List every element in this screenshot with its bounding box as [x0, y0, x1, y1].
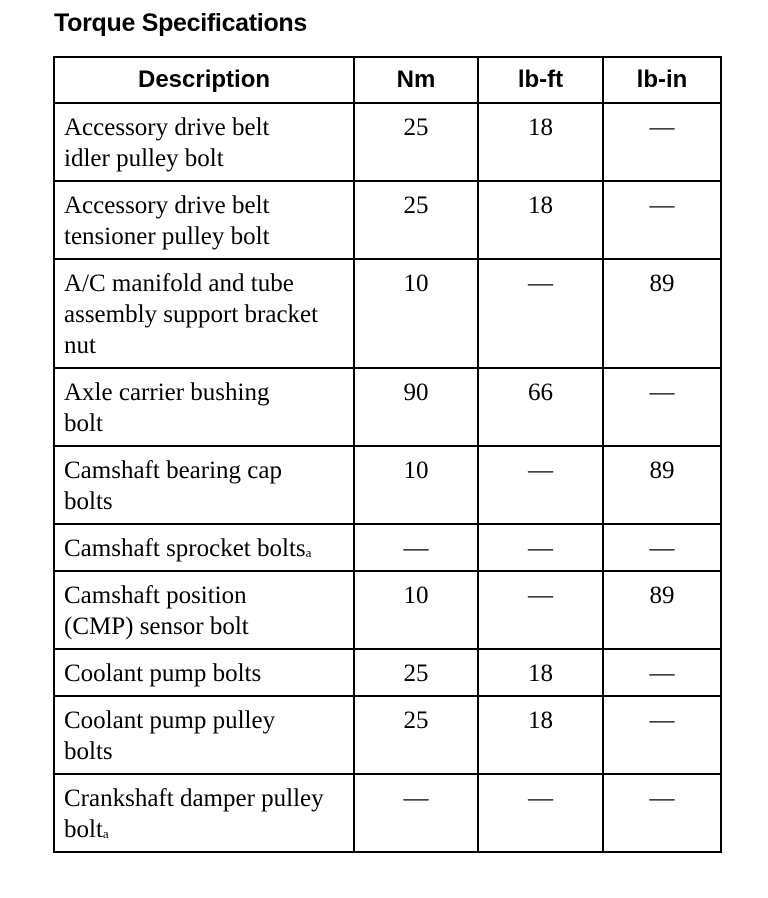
description-text: Coolant pump pulley bolts [64, 707, 276, 765]
table-header-row [54, 57, 721, 103]
footnote-marker: a [305, 545, 312, 560]
lb-in-cell: — [603, 649, 721, 696]
table-row [54, 259, 721, 368]
description-cell [54, 446, 354, 524]
nm-cell: 25 [354, 103, 478, 181]
page-title: Torque Specifications [54, 9, 308, 37]
nm-cell: — [354, 524, 478, 571]
table-row [54, 368, 721, 446]
lb-in-cell: — [603, 181, 721, 259]
table-row [54, 649, 721, 696]
description-text: Camshaft sprocket bolts [64, 535, 306, 562]
nm-cell: 25 [354, 696, 478, 774]
table-row [54, 774, 721, 852]
description-cell [54, 181, 354, 259]
table-row [54, 696, 721, 774]
lb-ft-cell: — [478, 571, 603, 649]
table-row [54, 524, 721, 571]
nm-cell: 10 [354, 446, 478, 524]
footnote-marker: a [102, 826, 109, 841]
lb-in-cell: — [603, 696, 721, 774]
description-text: Camshaft position (CMP) sensor bolt [64, 582, 249, 640]
table-row [54, 446, 721, 524]
column-header-lb-ft: lb-ft [478, 57, 603, 103]
lb-ft-cell: 18 [478, 103, 603, 181]
description-cell [54, 571, 354, 649]
lb-ft-cell: 18 [478, 181, 603, 259]
table-row [54, 103, 721, 181]
lb-in-cell: 89 [603, 259, 721, 368]
description-text: Coolant pump bolts [64, 660, 262, 687]
nm-cell: 25 [354, 181, 478, 259]
table-row [54, 571, 721, 649]
lb-ft-cell: — [478, 259, 603, 368]
description-text: Camshaft bearing cap bolts [64, 457, 282, 515]
nm-cell: 25 [354, 649, 478, 696]
nm-cell: 10 [354, 571, 478, 649]
description-text: Accessory drive belt tensioner pulley bolt [64, 192, 270, 250]
column-header-lb-in: lb-in [603, 57, 721, 103]
description-cell [54, 103, 354, 181]
lb-in-cell: — [603, 524, 721, 571]
column-header-nm: Nm [354, 57, 478, 103]
lb-in-cell: — [603, 774, 721, 852]
lb-in-cell: 89 [603, 446, 721, 524]
description-text: A/C manifold and tube assembly support bracket nut [64, 270, 319, 359]
lb-ft-cell: 18 [478, 696, 603, 774]
lb-in-cell: 89 [603, 571, 721, 649]
nm-cell: — [354, 774, 478, 852]
lb-ft-cell: — [478, 774, 603, 852]
torque-spec-table [53, 56, 722, 853]
lb-ft-cell: — [478, 524, 603, 571]
description-cell [54, 696, 354, 774]
description-text: Axle carrier bushing bolt [64, 379, 270, 437]
description-cell [54, 259, 354, 368]
description-cell [54, 524, 354, 571]
description-cell [54, 649, 354, 696]
lb-in-cell: — [603, 103, 721, 181]
lb-ft-cell: 18 [478, 649, 603, 696]
description-cell [54, 774, 354, 852]
description-cell [54, 368, 354, 446]
lb-ft-cell: — [478, 446, 603, 524]
table-row [54, 181, 721, 259]
column-header-description: Description [54, 57, 354, 103]
description-text: Crankshaft damper pulley bolt [64, 785, 324, 843]
lb-ft-cell: 66 [478, 368, 603, 446]
nm-cell: 10 [354, 259, 478, 368]
lb-in-cell: — [603, 368, 721, 446]
nm-cell: 90 [354, 368, 478, 446]
description-text: Accessory drive belt idler pulley bolt [64, 114, 270, 172]
